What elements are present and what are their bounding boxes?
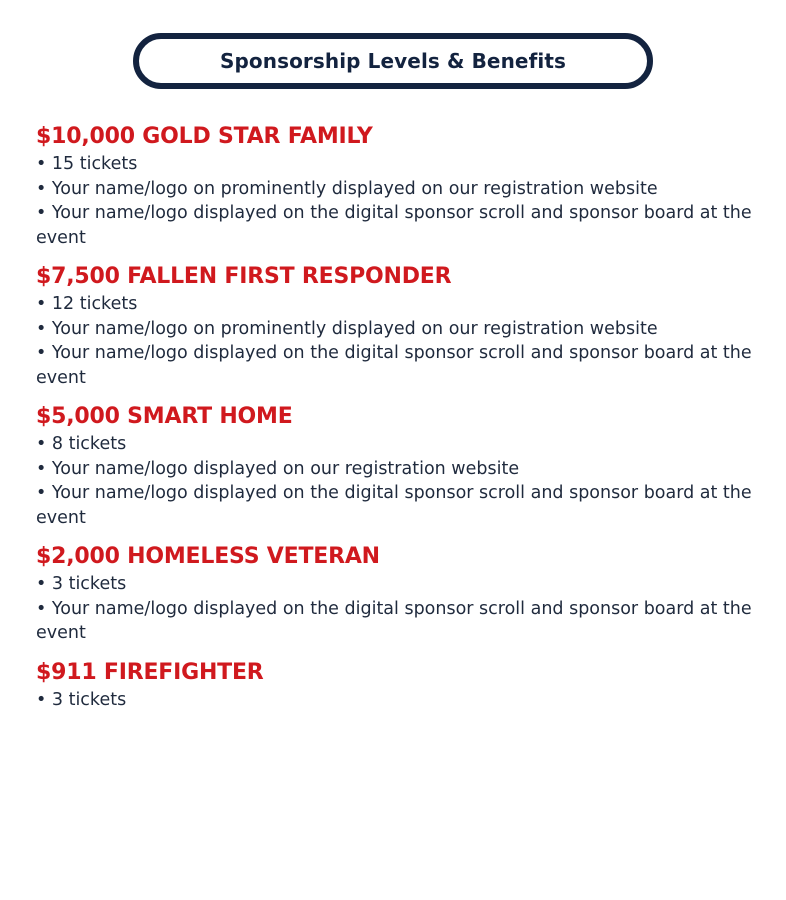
level-gold-star-family [36, 122, 756, 250]
level-fallen-first-responder [36, 262, 756, 390]
benefit-item: • 12 tickets [36, 294, 138, 314]
benefit-item: • Your name/logo on prominently displayed on our registration website [36, 178, 658, 199]
level-title: $2,000 HOMELESS VETERAN [36, 544, 380, 569]
benefit-item: • Your name/logo displayed on the digital sponsor scroll and sponsor board at the event [36, 343, 752, 388]
benefit-item: • 3 tickets [36, 689, 127, 710]
benefit-item: • Your name/logo displayed on our registration website [36, 458, 520, 479]
benefit-item: • 8 tickets [36, 434, 127, 454]
benefit-list [36, 152, 756, 250]
benefit-list [36, 688, 756, 713]
benefit-item: • Your name/logo on prominently displayed on our registration website [36, 318, 658, 339]
level-title: $911 FIREFIGHTER [36, 659, 264, 685]
sponsorship-levels [36, 122, 756, 724]
benefit-item: • Your name/logo displayed on the digital sponsor scroll and sponsor board at the event [36, 483, 752, 528]
level-911-firefighter [36, 658, 756, 713]
benefit-item: • 3 tickets [36, 574, 127, 594]
page-title: Sponsorship Levels & Benefits [219, 49, 567, 73]
sponsorship-header [133, 33, 653, 89]
level-title: $10,000 GOLD STAR FAMILY [36, 124, 373, 149]
level-title: $5,000 SMART HOME [36, 404, 293, 429]
benefit-list [36, 432, 756, 530]
benefit-item: • 15 tickets [36, 154, 138, 174]
level-smart-home [36, 402, 756, 530]
level-homeless-veteran [36, 542, 756, 646]
benefit-list [36, 292, 756, 390]
benefit-item: • Your name/logo displayed on the digital sponsor scroll and sponsor board at the event [36, 598, 752, 643]
benefit-list [36, 572, 756, 646]
level-title: $7,500 FALLEN FIRST RESPONDER [36, 264, 452, 289]
benefit-item: • Your name/logo displayed on the digital sponsor scroll and sponsor board at the event [36, 203, 752, 248]
